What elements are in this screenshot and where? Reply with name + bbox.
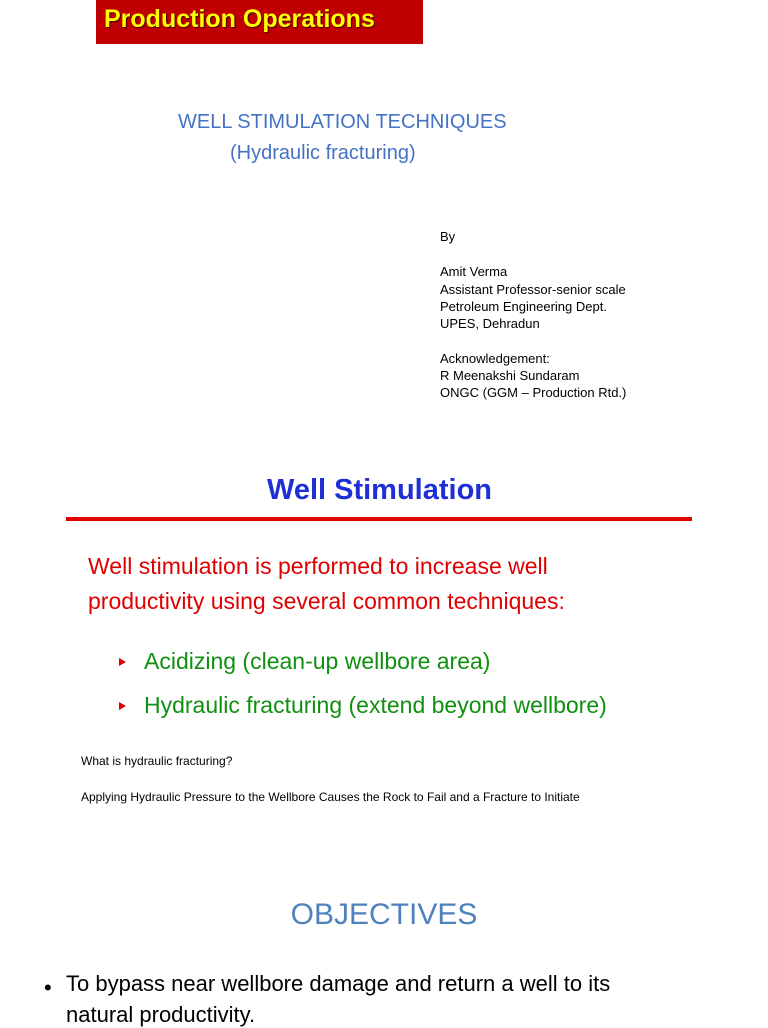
answer-text: Applying Hydraulic Pressure to the Wellbore Causes the Rock to Fail and a Fracture to Initiate xyxy=(81,790,580,804)
intro-text-line1: Well stimulation is performed to increase well xyxy=(88,553,548,579)
objective-1-line1: To bypass near wellbore damage and return a well to its xyxy=(66,971,611,996)
bullet-dot-icon: • xyxy=(44,975,52,1000)
acknowledgement-name: R Meenakshi Sundaram xyxy=(440,368,580,383)
title-divider xyxy=(66,517,692,521)
author-position: Assistant Professor-senior scale xyxy=(440,282,626,297)
lecture-subtitle: (Hydraulic fracturing) xyxy=(230,142,416,164)
lecture-title: WELL STIMULATION TECHNIQUES xyxy=(178,111,507,133)
author-institution: UPES, Dehradun xyxy=(440,316,540,331)
triangle-bullet-icon xyxy=(119,702,126,710)
bullet-hydraulic-fracturing: Hydraulic fracturing (extend beyond wellbore) xyxy=(144,692,607,718)
question-text: What is hydraulic fracturing? xyxy=(81,754,233,768)
course-title: Production Operations xyxy=(104,5,375,33)
objectives-heading: OBJECTIVES xyxy=(290,898,478,931)
slide-title-well-stimulation: Well Stimulation xyxy=(266,474,493,506)
bullet-acidizing: Acidizing (clean-up wellbore area) xyxy=(144,648,491,674)
intro-text-line2: productivity using several common techniques: xyxy=(88,588,565,614)
triangle-bullet-icon xyxy=(119,658,126,666)
acknowledgement-org: ONGC (GGM – Production Rtd.) xyxy=(440,385,627,400)
objective-1-line2: natural productivity. xyxy=(66,1002,256,1027)
acknowledgement-label: Acknowledgement: xyxy=(440,351,550,366)
author-name: Amit Verma xyxy=(440,264,508,279)
author-department: Petroleum Engineering Dept. xyxy=(440,299,607,314)
author-by-label: By xyxy=(440,229,456,244)
